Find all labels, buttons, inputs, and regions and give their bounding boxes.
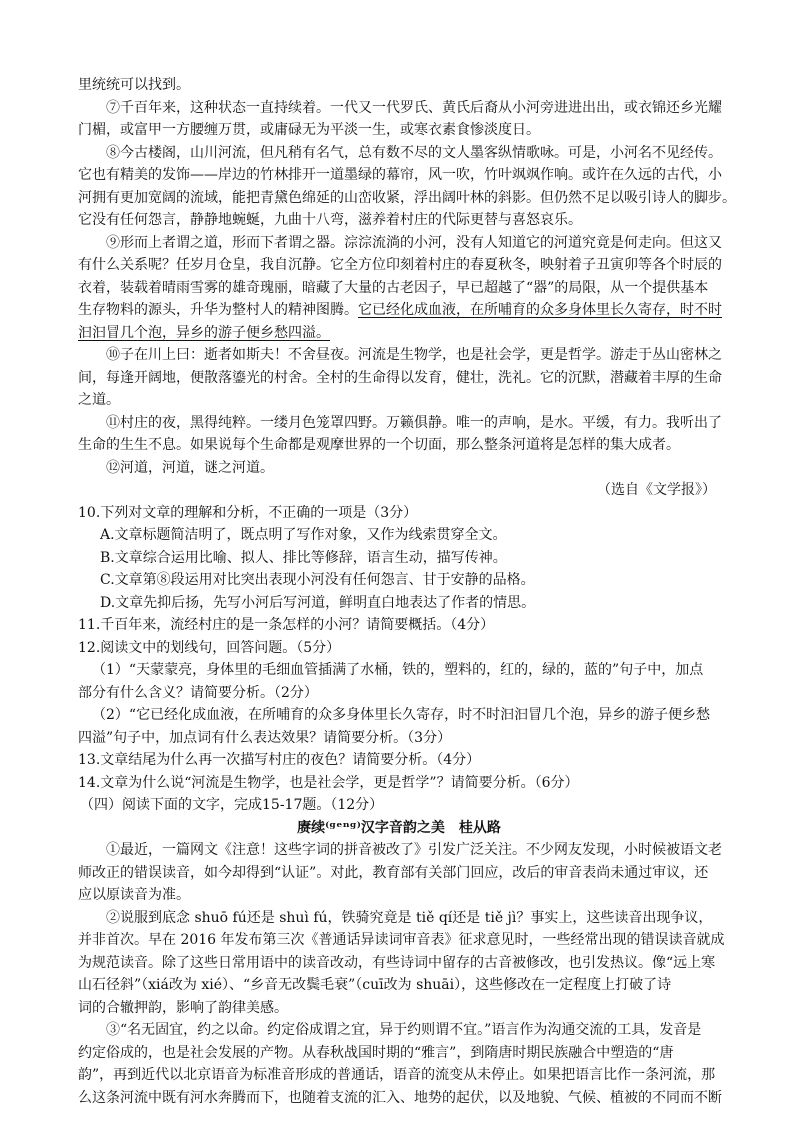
b3-line-4: 么这条河流中既有河水奔腾而下，也随着支流的汇入、地势的起伏，以及地貌、气候、植被的不同而不断 xyxy=(78,1089,722,1106)
article-paragraph-2 xyxy=(78,907,725,1020)
source-citation: （选自《文学报》） xyxy=(597,482,716,498)
b1-line-3: 应以原读音为准。 xyxy=(78,887,190,903)
document-page xyxy=(78,74,736,1109)
b2-line-2: 并非首次。早在 2016 年发布第三次《普通话异读词审音表》征求意见时，一些经常出现的错误读音就成 xyxy=(78,932,725,948)
p10-line-3: 之道。 xyxy=(78,392,120,408)
b2-line-5: 词的合辙押韵，影响了韵律美感。 xyxy=(78,999,288,1016)
paragraph-8 xyxy=(78,142,736,232)
b2-line-4: 山石径斜”（xiá改为 xié）、“乡音无改鬓毛衰”（cuī改为 shuāi），这些修改在一定程度上打破了诗 xyxy=(78,977,672,993)
b2-line-3: 为规范读音。除了这些日常用语中的读音改动，有些诗词中留存的古音被修改，也引发热议。像“远上寒 xyxy=(78,954,716,971)
p10-line-1: ⑩子在川上曰：逝者如斯夫！不舍昼夜。河流是生物学，也是社会学，更是哲学。游走于丛山密林之 xyxy=(106,347,722,363)
question-10: 10.下列对文章的理解和分析，不正确的一项是（3分） xyxy=(78,504,418,521)
underlined-sentence-part-2: 汩汩冒几个泡，异乡的游子便乡愁四溢。 xyxy=(78,324,330,341)
b2-line-1: ②说服到底念 shuō fú还是 shuì fú，铁骑究竟是 tiě qí还是 tiě jì？事实上，这些读音出现争议， xyxy=(106,909,713,926)
p11-line-2: 生命的生生不息。如果说每个生命都是观摩世界的一个切面，那么整条河道将是怎样的集大成者。 xyxy=(78,437,680,453)
p10-line-2: 间，每逢开阔地，便散落鎏光的村舍。全村的生命得以发育，健壮，洗礼。它的沉默，潜藏着丰厚的生命 xyxy=(78,369,722,386)
q10-option-b: B.文章综合运用比喻、拟人、排比等修辞，语言生动，描写传神。 xyxy=(100,549,507,566)
paragraph-11 xyxy=(78,412,720,457)
q10-option-c: C.文章第⑧段运用对比突出表现小河没有任何怨言、甘于安静的品格。 xyxy=(100,572,535,588)
paragraph-12: ⑫河道，河道，谜之河道。 xyxy=(106,459,274,476)
section-4-heading: （四）阅读下面的文字，完成15-17题。（12分） xyxy=(80,797,384,813)
top-line: 里统统可以找到。 xyxy=(78,77,190,93)
question-12: 12.阅读文中的划线句，回答问题。（5分） xyxy=(78,639,341,656)
b3-line-1: ③“名无固宜，约之以命。约定俗成谓之宜，异于约则谓不宜。”语言作为沟通交流的工具，发音是 xyxy=(106,1022,702,1038)
b1-line-1: ①最近，一篇网文《注意！这些字词的拼音被改了》引发广泛关注。不少网友发现，小时候被语文老 xyxy=(106,842,722,858)
q12-part-2-line-2: 四溢”句子中，加点词有什么表达效果？请简要分析。（3分） xyxy=(78,729,452,746)
p9-line-4-text: 生存物料的源头，升华为整村人的精神图腾。 xyxy=(78,302,358,318)
question-13: 13.文章结尾为什么再一次描写村庄的夜色？请简要分析。（4分） xyxy=(78,752,481,768)
p9-line-3: 衣着，装载着晴雨雪雾的雄奇瑰丽，暗藏了大量的古老因子，早已超越了“器”的局限，从一个提供基本 xyxy=(78,279,709,296)
p11-line-1: ⑪村庄的夜，黑得纯粹。一缕月色笼罩四野。万籁俱静。唯一的声响，是水。平缓，有力。我听出了 xyxy=(106,414,722,431)
q12-part-1-line-2: 部分有什么含义？请简要分析。（2分） xyxy=(78,684,318,701)
p9-line-1: ⑨形而上者谓之道，形而下者谓之器。淙淙流淌的小河，没有人知道它的河道究竟是何走向。但这又 xyxy=(106,234,722,251)
q10-option-d: D.文章先抑后扬，先写小河后写河道，鲜明直白地表达了作者的情思。 xyxy=(100,594,536,611)
p7-line-1: ⑦千百年来，这种状态一直持续着。一代又一代罗氏、黄氏后裔从小河旁进进出出，或衣锦还乡光耀 xyxy=(106,99,722,116)
q10-option-a: A.文章标题简洁明了，既点明了写作对象，又作为线索贯穿全文。 xyxy=(100,527,507,543)
b1-line-2: 师改正的错误读音，如今却得到“认证”。对此，教育部有关部门回应，改后的审音表尚未通过审议，还 xyxy=(78,864,709,881)
p8-line-3: 河拥有更加宽阔的流域，能把青黛色绵延的山峦收紧，浮出阔叶林的斜影。但仍然不足以吸引诗人的脚步。 xyxy=(78,189,736,206)
p8-line-2: 它也有精美的发饰——岸边的竹林排开一道墨绿的幕帘，风一吹，竹叶飒飒作响。或许在久远的古代，小 xyxy=(78,167,722,183)
article-paragraph-3 xyxy=(78,1019,720,1109)
q12-part-2-line-1: （2）“它已经化成血液，在所哺育的众多身体里长久寄存，时不时汩汩冒几个泡，异乡的游子便乡愁 xyxy=(92,707,711,723)
p9-line-4 xyxy=(78,299,720,322)
p9-line-2: 有什么关系呢？任岁月仓皇，我自沉静。它全方位印刻着村庄的春夏秋冬，映射着子丑寅卯等各个时辰的 xyxy=(78,257,722,273)
q12-part-1-line-1: （1）“天蒙蒙亮，身体里的毛细血管插满了水桶，铁的，塑料的，红的，绿的，蓝的”句子中，加点 xyxy=(92,662,704,678)
p9-line-5 xyxy=(78,322,720,345)
p8-line-4: 它没有任何怨言，静静地蜿蜒，九曲十八弯，滋养着村庄的代际更替与喜怒哀乐。 xyxy=(78,212,582,228)
question-14: 14.文章为什么说“河流是生物学，也是社会学，更是哲学”？请简要分析。（6分） xyxy=(78,774,579,791)
p8-line-1: ⑧今古楼阁，山川河流，但凡稍有名气，总有数不尽的文人墨客纵情歌咏。可是，小河名不见经传。 xyxy=(106,144,722,161)
article-title: 赓续⁽ᵍᵉⁿᵍ⁾汉字音韵之美 桂从路 xyxy=(297,819,501,836)
underlined-sentence-part-1: 它已经化成血液，在所哺育的众多身体里长久寄存，时不时 xyxy=(358,302,722,318)
b3-line-2: 约定俗成的，也是社会发展的产物。从春秋战国时期的“雅言”，到隋唐时期民族融合中塑造的“唐 xyxy=(78,1044,674,1061)
paragraph-7 xyxy=(78,97,720,142)
article-paragraph-1 xyxy=(78,839,720,907)
b3-line-3: 韵”，再到近代以北京语音为标准音形成的普通话，语音的流变从未停止。如果把语言比作一条河流，那 xyxy=(78,1067,716,1083)
p7-line-2: 门楣，或富甲一方腰缠万贯，或庸碌无为平淡一生，或寒衣素食惨淡度日。 xyxy=(78,122,540,138)
question-11: 11.千百年来，流经村庄的是一条怎样的小河？请简要概括。（4分） xyxy=(78,617,495,633)
paragraph-9 xyxy=(78,232,720,345)
paragraph-10 xyxy=(78,344,720,412)
